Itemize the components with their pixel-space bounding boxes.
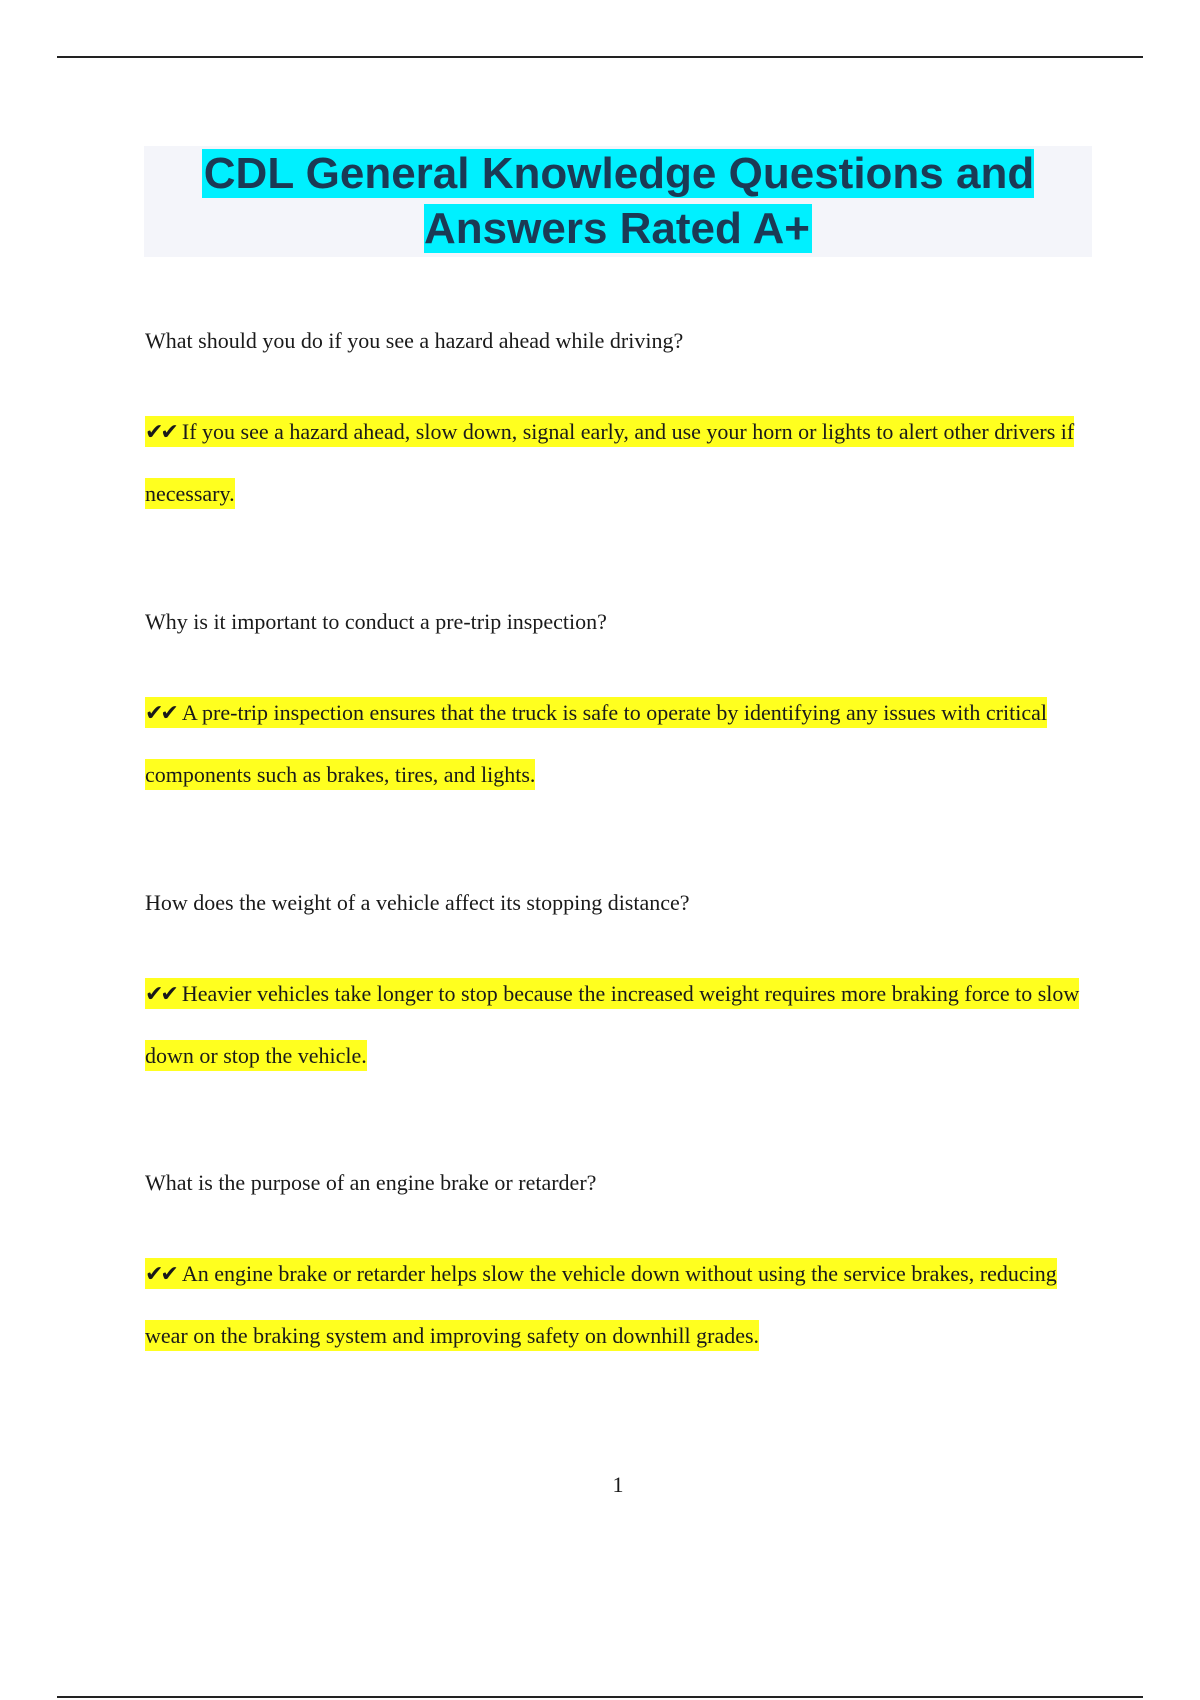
answer-2-text: A pre-trip inspection ensures that the truck is safe to operate by identifying any issues with critical components such as brakes, tires, and lights. xyxy=(145,700,1047,787)
answer-4 xyxy=(145,1243,1090,1366)
bottom-rule xyxy=(57,1696,1143,1698)
top-rule xyxy=(57,56,1143,58)
answer-1 xyxy=(145,401,1090,524)
document-title-text: CDL General Knowledge Questions and Answers Rated A+ xyxy=(203,149,1035,253)
qa-item-3 xyxy=(145,888,1090,1086)
double-checkmark-icon: ✔✔ xyxy=(145,701,176,726)
qa-item-2 xyxy=(145,607,1090,805)
answer-3 xyxy=(145,963,1090,1086)
question-4: What is the purpose of an engine brake or retarder? xyxy=(145,1170,597,1195)
question-2: Why is it important to conduct a pre-trip inspection? xyxy=(145,609,607,634)
question-1: What should you do if you see a hazard ahead while driving? xyxy=(145,328,684,353)
answer-1-highlight xyxy=(145,416,1074,509)
double-checkmark-icon: ✔✔ xyxy=(145,982,176,1007)
answer-2 xyxy=(145,682,1090,805)
double-checkmark-icon: ✔✔ xyxy=(145,420,176,445)
page-number: 1 xyxy=(612,1472,624,1497)
answer-3-highlight xyxy=(145,978,1079,1071)
qa-item-4 xyxy=(145,1168,1090,1366)
question-3: How does the weight of a vehicle affect its stopping distance? xyxy=(145,890,690,915)
answer-2-highlight xyxy=(145,697,1047,790)
qa-item-1 xyxy=(145,326,1090,524)
answer-3-text: Heavier vehicles take longer to stop because the increased weight requires more braking force to slow down or stop the vehicle. xyxy=(145,981,1080,1068)
answer-4-highlight xyxy=(145,1258,1057,1351)
document-title xyxy=(144,146,1092,256)
answer-1-text: If you see a hazard ahead, slow down, signal early, and use your horn or lights to alert other drivers if necessary. xyxy=(145,419,1075,506)
answer-4-text: An engine brake or retarder helps slow the vehicle down without using the service brakes, reducing wear on the braking system and improving safety on downhill grades. xyxy=(145,1261,1057,1348)
double-checkmark-icon: ✔✔ xyxy=(145,1262,176,1287)
